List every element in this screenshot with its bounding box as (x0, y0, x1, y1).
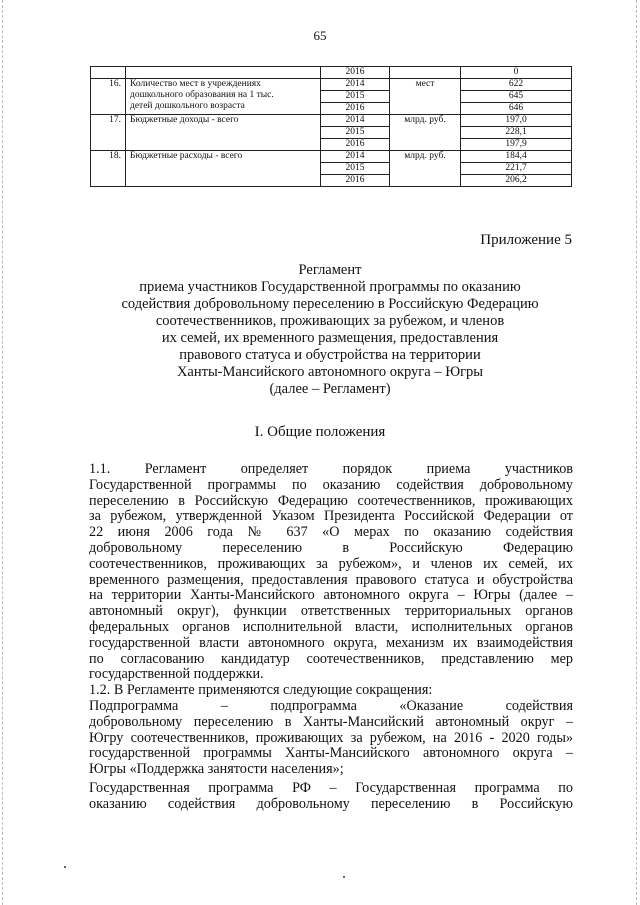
indicators-table (90, 66, 572, 187)
table-row (91, 115, 572, 127)
paragraph-line: на территории Ханты-Мансийского автономного округа – Югры (далее – (89, 587, 573, 604)
unit-cell: млрд. руб. (390, 115, 461, 151)
value-cell: 197,9 (461, 139, 572, 151)
paragraph-line: автономный округ), функции ответственных территориальных органов (89, 603, 573, 620)
paragraph-line: федеральных органов исполнительной власти, исполнительных органов (89, 618, 573, 635)
paragraph-line: Государственной программы по оказанию содействия добровольному (89, 476, 573, 493)
document-body (89, 462, 573, 813)
paragraph-line: Государственная программа РФ – Государственная программа по (89, 779, 573, 796)
title-heading: Регламент (298, 262, 362, 278)
indicator-name (126, 115, 321, 151)
title-line: правового статуса и обустройства на территории (179, 347, 481, 363)
paragraph-line: 1.1. Регламент определяет порядок приема участников (89, 461, 573, 477)
paragraph-line: оказанию содействия добровольному переселению в Российскую (89, 795, 573, 812)
title-line: (далее – Регламент) (269, 381, 391, 397)
section-heading: I. Общие положения (254, 424, 386, 440)
value-cell: 228,1 (461, 127, 572, 139)
value-cell: 206,2 (461, 175, 572, 187)
year-cell: 2016 (321, 67, 390, 79)
paragraph-line: Подпрограмма – подпрограмма «Оказание содействия (89, 697, 573, 714)
unit-cell: мест (390, 79, 461, 115)
paragraph-line: Югры «Поддержка занятости населения»; (89, 761, 344, 778)
paragraph-line: государственной власти автономного округа, механизм их взаимодействия (89, 634, 573, 651)
title-line: их семей, их временного размещения, предоставления (161, 330, 499, 346)
paragraph-line: временного размещения, предоставления правового статуса и обустройства (89, 571, 573, 588)
unit-cell: млрд. руб. (390, 151, 461, 187)
table-row (91, 79, 572, 91)
year-cell: 2015 (321, 91, 390, 103)
table-row (91, 67, 572, 79)
row-number: 17. (91, 115, 126, 151)
annex-label: Приложение 5 (480, 232, 572, 248)
value-cell: 622 (461, 79, 572, 91)
year-cell: 2016 (321, 103, 390, 115)
paragraph-line: по согласованию кандидатур соотечественников, представлению мер (89, 650, 573, 667)
title-line: Ханты-Мансийского автономного округа – Югры (176, 364, 484, 380)
paragraph-line: за рубежом, утвержденной Указом Президента Российской Федерации от (89, 508, 573, 525)
year-cell: 2014 (321, 79, 390, 91)
unit-cell (390, 67, 461, 79)
paragraph-line: государственной программы Ханты-Мансийского автономного округа – (89, 745, 573, 762)
scan-speck (64, 866, 66, 868)
row-number: 18. (91, 151, 126, 187)
paragraph-line: добровольному переселению в Ханты-Мансийский автономный округ – (89, 713, 573, 730)
regulation-title (80, 262, 580, 398)
paragraph-line: Югру соотечественников, проживающих за рубежом, на 2016 - 2020 годы» (89, 729, 573, 746)
indicator-name (126, 67, 321, 79)
table-row (91, 151, 572, 163)
value-cell: 646 (461, 103, 572, 115)
year-cell: 2015 (321, 127, 390, 139)
value-cell: 197,0 (461, 115, 572, 127)
year-cell: 2016 (321, 175, 390, 187)
value-cell: 184,4 (461, 151, 572, 163)
indicator-line: детей дошкольного возраста (130, 101, 245, 111)
scan-speck (343, 876, 345, 878)
paragraph-line: государственной поддержки. (89, 666, 264, 683)
value-cell: 645 (461, 91, 572, 103)
page-number: 65 (313, 28, 327, 43)
paragraph-line: 22 июня 2006 года № 637 «О мерах по оказанию содействия (89, 524, 573, 541)
paragraph-line: соотечественников, проживающих за рубежом», и членов их семей, их (89, 555, 573, 572)
indicator-line: Бюджетные расходы - всего (130, 151, 243, 161)
paragraph-line: добровольному переселению в Российскую Федерацию (89, 539, 573, 556)
title-line: приема участников Государственной программы по оказанию (139, 279, 521, 295)
indicator-name (126, 151, 321, 187)
title-line: соотечественников, проживающих за рубежом, и членов (155, 313, 505, 329)
year-cell: 2014 (321, 151, 390, 163)
row-number: 16. (91, 79, 126, 115)
right-scan-edge (636, 0, 638, 905)
year-cell: 2015 (321, 163, 390, 175)
title-line: содействия добровольному переселению в Российскую Федерацию (121, 296, 539, 312)
value-cell: 0 (461, 67, 572, 79)
row-number (91, 67, 126, 79)
value-cell: 221,7 (461, 163, 572, 175)
year-cell: 2016 (321, 139, 390, 151)
left-scan-edge (2, 0, 4, 905)
indicator-line: дошкольного образования на 1 тыс. (130, 90, 274, 100)
year-cell: 2014 (321, 115, 390, 127)
indicator-line: Количество мест в учреждениях (130, 79, 261, 89)
paragraph-line: переселению в Российскую Федерацию соотечественников, проживающих (89, 492, 573, 509)
indicator-line: Бюджетные доходы - всего (130, 115, 239, 125)
indicator-name (126, 79, 321, 115)
paragraph-line: 1.2. В Регламенте применяются следующие сокращения: (89, 682, 433, 699)
